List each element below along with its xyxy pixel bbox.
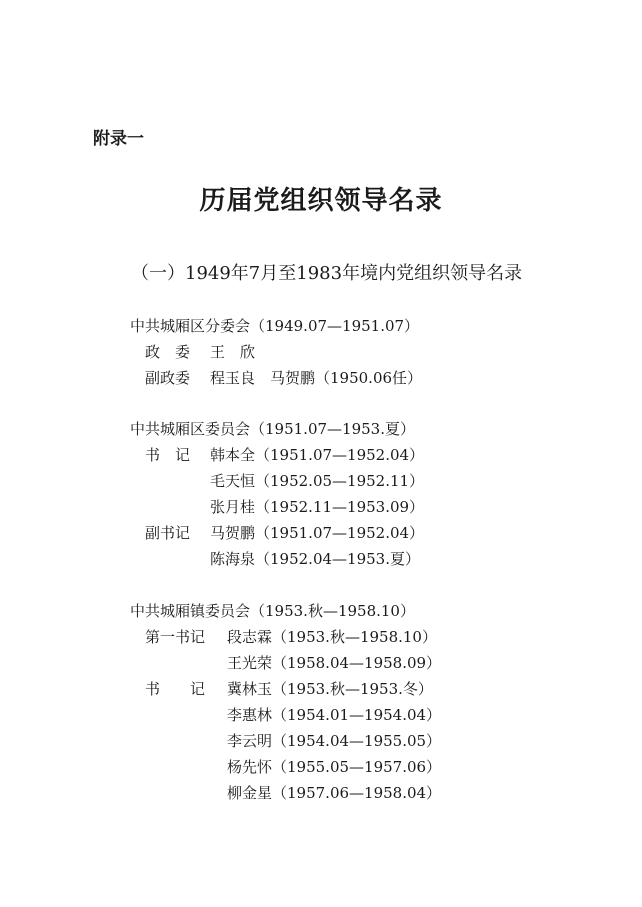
person-entry: 毛天恒（1952.05—1952.11） [210,472,425,490]
role-label: 书 记 [145,446,191,464]
role-label: 副书记 [145,524,191,542]
person-entry: 程玉良 马贺鹏（1950.06任） [210,369,423,387]
role-label: 第一书记 [145,628,206,646]
person-entry: 柳金星（1957.06—1958.04） [227,784,442,802]
page-title: 历届党组织领导名录 [199,186,443,216]
person-entry: 冀林玉（1953.秋—1953.冬） [227,680,433,698]
section-subtitle: （一）1949年7月至1983年境内党组织领导名录 [131,263,523,284]
appendix-label: 附录一 [93,129,144,149]
role-label: 书 记 [145,680,206,698]
person-entry: 王 欣 [210,343,256,361]
role-label: 副政委 [145,369,191,387]
org-heading: 中共城厢区分委会（1949.07—1951.07） [130,317,420,335]
person-entry: 马贺鹏（1951.07—1952.04） [210,524,425,542]
person-entry: 王光荣（1958.04—1958.09） [227,654,442,672]
role-label: 政 委 [145,343,191,361]
person-entry: 杨先怀（1955.05—1957.06） [227,758,442,776]
org-heading: 中共城厢镇委员会（1953.秋—1958.10） [130,602,415,620]
person-entry: 段志霖（1953.秋—1958.10） [227,628,437,646]
person-entry: 陈海泉（1952.04—1953.夏） [210,550,420,568]
person-entry: 韩本全（1951.07—1952.04） [210,446,425,464]
person-entry: 李惠林（1954.01—1954.04） [227,706,442,724]
person-entry: 张月桂（1952.11—1953.09） [210,498,425,516]
person-entry: 李云明（1954.04—1955.05） [227,732,442,750]
org-heading: 中共城厢区委员会（1951.07—1953.夏） [130,420,415,438]
